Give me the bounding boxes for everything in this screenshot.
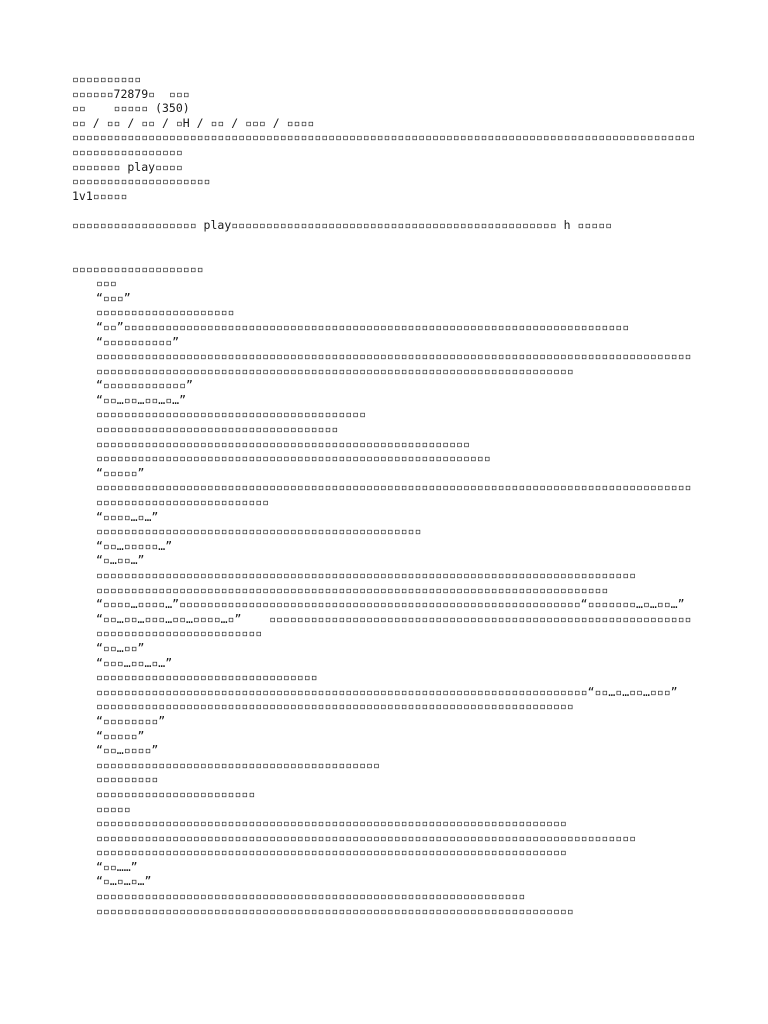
paragraph: ▫▫▫▫▫▫▫▫▫▫▫▫▫▫▫▫▫▫▫▫▫▫▫▫▫▫▫▫▫▫▫▫▫▫▫▫▫▫▫▫▫▫▫▫▫▫▫▫▫▫▫▫▫▫▫▫▫▫▫▫▫▫▫▫▫▫▫▫ xyxy=(96,845,567,860)
paragraph: ▫▫▫▫▫▫▫▫▫ xyxy=(96,772,159,787)
tag-list: ▫▫ / ▫▫ / ▫▫ / ▫H / ▫▫ / ▫▫▫ / ▫▫▫▫ xyxy=(72,115,315,130)
paragraph: ▫▫▫▫▫▫▫▫▫▫▫▫▫▫▫▫▫▫▫▫▫▫▫▫▫▫▫▫▫▫▫▫▫▫▫▫▫▫▫▫▫▫▫▫▫▫▫▫▫▫▫▫▫▫▫▫▫ xyxy=(96,451,491,466)
dialogue-line: “▫▫▫▫…▫▫▫▫…”▫▫▫▫▫▫▫▫▫▫▫▫▫▫▫▫▫▫▫▫▫▫▫▫▫▫▫▫▫▫▫▫▫▫▫▫▫▫▫▫▫▫▫▫▫▫▫▫▫▫▫▫▫▫▫▫▫▫“▫▫▫▫▫▫▫…▫…▫▫…” xyxy=(96,597,685,612)
paragraph: ▫▫▫▫▫▫▫▫▫▫▫▫▫▫▫▫▫▫▫▫▫▫▫▫▫▫▫▫▫▫▫▫▫▫▫▫▫▫▫▫▫▫▫▫▫▫▫▫▫▫▫▫▫▫▫▫▫▫▫▫▫▫▫▫▫▫▫▫▫ xyxy=(96,699,574,714)
paragraph: ▫▫▫▫▫▫▫▫▫▫▫▫▫▫▫▫▫▫▫▫▫▫▫▫▫▫▫▫▫▫▫▫▫▫▫▫▫▫▫▫▫▫▫▫▫▫▫▫▫▫▫▫▫▫▫▫▫▫▫▫▫▫▫▫▫▫▫▫▫▫▫“▫▫…▫…▫▫…▫▫▫” xyxy=(96,684,678,699)
paragraph: ▫▫▫▫▫▫▫▫▫▫▫▫▫▫▫▫▫▫▫▫ xyxy=(96,305,235,320)
dialogue-line: “▫▫▫▫▫” xyxy=(96,728,145,743)
dialogue-line: “▫…▫…▫…” xyxy=(96,874,152,889)
doc-title: ▫▫▫▫▫▫▫▫▫▫ xyxy=(72,72,142,86)
intro-line: 1v1▫▫▫▫▫ xyxy=(72,188,128,203)
paragraph: ▫▫▫▫▫▫▫▫▫▫▫▫▫▫▫▫▫▫▫▫▫▫▫ xyxy=(96,786,256,801)
dialogue-line: “▫▫▫▫▫▫▫▫” xyxy=(96,713,166,728)
dialogue-line: “▫…▫▫…” xyxy=(96,553,145,568)
doc-meta: ▫▫▫▫▫▫72879▫ ▫▫▫ xyxy=(72,86,190,101)
paragraph-wrapped: “▫▫…▫▫…▫▫▫…▫▫…▫▫▫▫…▫” ▫▫▫▫▫▫▫▫▫▫▫▫▫▫▫▫▫▫▫▫▫▫▫▫▫▫▫▫▫▫▫▫▫▫▫▫▫▫▫▫▫▫▫▫▫▫▫▫▫▫▫▫▫▫▫▫▫▫▫▫▫▫▫▫▫▫▫▫▫▫▫▫▫▫▫▫▫▫▫▫▫▫▫▫▫ xyxy=(96,611,692,641)
dialogue-line: “▫▫…▫▫▫▫” xyxy=(96,743,159,758)
dialogue-line: “▫▫▫▫▫▫▫▫▫▫” xyxy=(96,334,180,349)
paragraph: ▫▫▫ xyxy=(96,276,117,291)
paragraph: ▫▫▫▫▫▫▫▫▫▫▫▫▫▫▫▫▫▫▫▫▫▫▫▫▫▫▫▫▫▫▫▫▫▫▫▫▫▫▫▫▫▫▫▫▫▫▫▫▫▫▫▫▫▫▫▫▫▫▫▫▫▫ xyxy=(96,889,526,904)
summary-line: ▫▫▫▫▫▫▫▫▫▫▫▫▫▫▫▫▫▫ play▫▫▫▫▫▫▫▫▫▫▫▫▫▫▫▫▫▫▫▫▫▫▫▫▫▫▫▫▫▫▫▫▫▫▫▫▫▫▫▫▫▫▫▫▫▫▫ h ▫▫▫▫▫ xyxy=(72,217,613,232)
paragraph: ▫▫▫▫▫▫▫▫▫▫▫▫▫▫▫▫▫▫▫▫▫▫▫▫▫▫▫▫▫▫▫▫▫▫▫▫▫▫▫▫▫▫▫▫▫▫▫▫▫▫▫▫▫▫ xyxy=(96,436,470,451)
dialogue-line: “▫▫……” xyxy=(96,859,138,874)
dialogue-line: “▫▫…▫▫▫▫▫…” xyxy=(96,538,173,553)
paragraph: ▫▫▫▫▫▫▫▫▫▫▫▫▫▫▫▫▫▫▫▫▫▫▫▫▫▫▫▫▫▫▫▫▫▫▫▫▫▫▫▫▫▫▫▫▫▫▫▫▫▫▫▫▫▫▫▫▫▫▫▫▫▫▫▫▫▫▫▫▫▫▫▫▫▫▫▫▫▫ xyxy=(96,830,637,845)
paragraph-wrapped: ▫▫▫▫▫▫▫▫▫▫▫▫▫▫▫▫▫▫▫▫▫▫▫▫▫▫▫▫▫▫▫▫▫▫▫▫▫▫▫▫▫▫▫▫▫▫▫▫▫▫▫▫▫▫▫▫▫▫▫▫▫▫▫▫▫▫▫▫▫▫▫▫▫▫▫▫▫▫▫▫▫▫▫▫▫▫▫▫▫▫▫▫▫▫▫▫▫▫▫▫▫▫▫▫▫▫▫▫▫▫▫ xyxy=(96,480,692,510)
paragraph: ▫▫▫▫▫▫▫▫▫▫▫▫▫▫▫▫▫▫▫▫▫▫▫▫▫▫▫▫▫▫▫▫▫▫▫▫▫▫▫▫▫ xyxy=(96,757,380,772)
paragraph: ▫▫▫▫▫▫▫▫▫▫▫▫▫▫▫▫▫▫▫▫▫▫▫▫▫▫▫▫▫▫▫▫▫▫▫▫▫▫▫▫▫▫▫▫▫▫▫ xyxy=(96,524,422,539)
paragraph: ▫▫▫▫▫ xyxy=(96,801,131,816)
dialogue-line: “▫▫▫▫…▫…” xyxy=(96,509,159,524)
document xyxy=(72,72,696,918)
paragraph: ▫▫▫▫▫▫▫▫▫▫▫▫▫▫▫▫▫▫▫▫▫▫▫▫▫▫▫▫▫▫▫▫▫▫▫▫▫▫▫▫▫▫▫▫▫▫▫▫▫▫▫▫▫▫▫▫▫▫▫▫▫▫▫▫▫▫▫▫▫▫▫▫▫▫▫▫▫▫ xyxy=(96,568,637,582)
intro-line: ▫▫▫▫▫▫▫▫▫▫▫▫▫▫▫▫▫▫▫▫▫▫▫▫▫▫▫▫▫▫▫▫▫▫▫▫▫▫▫▫▫▫▫▫▫▫▫▫▫▫▫▫▫▫▫▫▫▫▫▫▫▫▫▫▫▫▫▫▫▫▫▫▫▫▫▫▫▫▫▫▫▫▫▫▫▫▫▫▫▫▫▫▫▫▫▫▫▫▫▫▫▫▫▫▫▫ xyxy=(72,130,696,159)
dialogue-line: “▫▫▫” xyxy=(96,290,131,305)
paragraph: ▫▫▫▫▫▫▫▫▫▫▫▫▫▫▫▫▫▫▫▫▫▫▫▫▫▫▫▫▫▫▫▫▫▫▫▫▫▫▫▫▫▫▫▫▫▫▫▫▫▫▫▫▫▫▫▫▫▫▫▫▫▫▫▫▫▫▫▫ xyxy=(96,816,567,831)
paragraph: ▫▫▫▫▫▫▫▫▫▫▫▫▫▫▫▫▫▫▫▫▫▫▫▫▫▫▫▫▫▫▫▫▫▫▫▫▫▫▫ xyxy=(96,407,367,422)
paragraph: ▫▫▫▫▫▫▫▫▫▫▫▫▫▫▫▫▫▫▫▫▫▫▫▫▫▫▫▫▫▫▫▫▫▫▫ xyxy=(96,422,339,437)
dialogue-line: “▫▫…▫▫” xyxy=(96,640,145,655)
dialogue-line: “▫▫▫▫▫” xyxy=(96,465,145,480)
paragraph: ▫▫▫▫▫▫▫▫▫▫▫▫▫▫▫▫▫▫▫▫▫▫▫▫▫▫▫▫▫▫▫▫▫▫▫▫▫▫▫▫▫▫▫▫▫▫▫▫▫▫▫▫▫▫▫▫▫▫▫▫▫▫▫▫▫▫▫▫▫▫▫▫▫▫ xyxy=(96,582,609,597)
intro-line: ▫▫▫▫▫▫▫ play▫▫▫▫ xyxy=(72,159,183,174)
chapter-heading: ▫▫▫▫▫▫▫▫▫▫▫▫▫▫▫▫▫▫▫ xyxy=(72,261,204,276)
dialogue-line: “▫▫”▫▫▫▫▫▫▫▫▫▫▫▫▫▫▫▫▫▫▫▫▫▫▫▫▫▫▫▫▫▫▫▫▫▫▫▫▫▫▫▫▫▫▫▫▫▫▫▫▫▫▫▫▫▫▫▫▫▫▫▫▫▫▫▫▫▫▫▫▫▫▫▫▫ xyxy=(96,319,630,334)
dialogue-line: “▫▫…▫▫…▫▫…▫…” xyxy=(96,392,187,407)
intro-line: ▫▫▫▫▫▫▫▫▫▫▫▫▫▫▫▫▫▫▫▫ xyxy=(72,174,211,189)
paragraph: ▫▫▫▫▫▫▫▫▫▫▫▫▫▫▫▫▫▫▫▫▫▫▫▫▫▫▫▫▫▫▫▫ xyxy=(96,670,318,685)
chapter-count: ▫▫ ▫▫▫▫▫ (350) xyxy=(72,101,190,116)
paragraph-wrapped: ▫▫▫▫▫▫▫▫▫▫▫▫▫▫▫▫▫▫▫▫▫▫▫▫▫▫▫▫▫▫▫▫▫▫▫▫▫▫▫▫▫▫▫▫▫▫▫▫▫▫▫▫▫▫▫▫▫▫▫▫▫▫▫▫▫▫▫▫▫▫▫▫▫▫▫▫▫▫▫▫▫▫▫▫▫▫▫▫▫▫▫▫▫▫▫▫▫▫▫▫▫▫▫▫▫▫▫▫▫▫▫▫▫▫▫▫▫▫▫▫▫▫▫▫▫▫▫▫▫▫▫▫▫▫▫▫▫▫▫▫▫▫▫▫▫▫▫▫▫▫▫▫▫▫▫ xyxy=(96,349,692,378)
paragraph: ▫▫▫▫▫▫▫▫▫▫▫▫▫▫▫▫▫▫▫▫▫▫▫▫▫▫▫▫▫▫▫▫▫▫▫▫▫▫▫▫▫▫▫▫▫▫▫▫▫▫▫▫▫▫▫▫▫▫▫▫▫▫▫▫▫▫▫▫▫ xyxy=(96,903,574,918)
dialogue-line: “▫▫▫▫▫▫▫▫▫▫▫▫” xyxy=(96,378,193,393)
dialogue-line: “▫▫▫…▫▫…▫…” xyxy=(96,655,173,670)
